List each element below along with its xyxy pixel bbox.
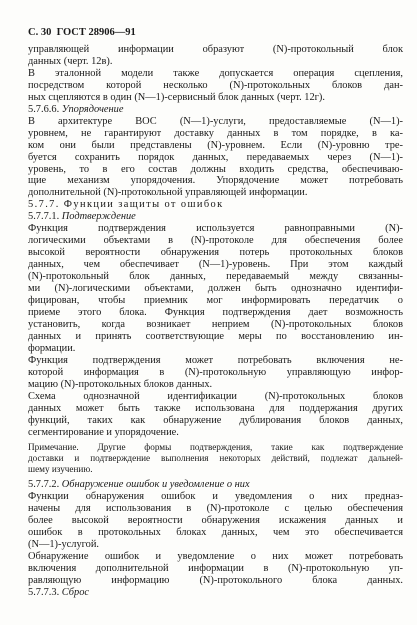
line-text: 5.7.7.1. [28,211,62,223]
text-line [28,283,403,295]
line-text: ных сцепляются в один (N—1)-сервисный блок данных (черт. 12г). [28,91,325,103]
text-line [28,92,403,104]
line-text: 5.7.7. Функции защиты от ошибок [28,199,224,211]
text-line [28,152,403,164]
text-line [28,367,403,379]
line-text: установить, когда возникает неприем (N)-протокольных блоков [28,318,403,330]
text-line [28,575,403,587]
text-line [28,587,403,599]
text-line [28,140,403,152]
text-line [28,307,403,319]
text-line [28,331,403,343]
text-line [28,415,403,427]
text-line [28,427,403,439]
text-line [28,515,403,527]
text-line [28,56,403,68]
text-line [28,479,403,491]
line-text: данных, чем обеспечивает (N—1)-уровень. При этом каждый [28,259,403,271]
line-text: мацию (N)-протокольных блоков данных. [28,378,213,390]
note-line [28,453,403,464]
text-line [28,527,403,539]
text-line [28,68,403,80]
line-text: ошибок в протокольных блоках данных, чем это обеспечивается [28,527,403,539]
line-text: Функция подтверждения может потребовать включения не- [28,354,403,366]
line-text: начены для использования в (N)-протоколе с целью обеспечения [28,503,403,515]
line-text: ком они были представлены (N)-уровнем. Если (N)-уровню тре- [28,139,403,151]
text-line [28,235,403,247]
text-line [28,343,403,355]
text-line [28,563,403,575]
line-text: ми (N)-логическими объектами, должен быть однозначно идентифи- [28,283,403,295]
line-text: Схема однозначной идентификации (N)-протокольных блоков [28,390,403,402]
line-text: Функция подтверждения используется равноправными (N)- [28,223,403,235]
line-text: приеме этого блока. Функция подтверждения дает возможность [28,306,403,318]
section-heading-italic: Обнаружение ошибок и уведомление о них [61,479,250,491]
line-text: В эталонной модели также допускается операция сцепления, [28,67,403,79]
line-text: включения дополнительной информации в (N)-протокольную уп- [28,563,403,575]
line-text: данных и принять соответствующие меры по восстановлению ин- [28,330,403,342]
line-text: (N)-протокольный блок данных, передаваемый между связанны- [28,271,403,283]
text-line [28,391,403,403]
section-heading-italic: Подтверждение [61,211,136,223]
document-body [28,44,403,599]
line-text: 5.7.7.3. [28,587,62,599]
standard-designation: ГОСТ 28906—91 [56,27,136,38]
text-line [28,355,403,367]
line-text: Обнаружение ошибок и уведомление о них может потребовать [28,551,403,563]
line-text: более высокой вероятности обнаружения искажения данных и [28,515,403,527]
text-line [28,187,403,199]
section-heading-italic: Сброс [61,587,90,599]
line-text: (N—1)-услугой. [28,539,100,551]
text-line [28,128,403,140]
note-line [28,442,403,453]
text-line [28,295,403,307]
section-heading-italic: Упорядочение [61,103,124,115]
line-text: уровнем, не гарантируют доставку данных в том порядке, в ка- [28,127,403,139]
text-line [28,104,403,116]
line-text: В архитектуре ВОС (N—1)-услуги, предоставляемые (N—1)- [28,115,403,127]
text-line [28,164,403,176]
line-text: которой информация в (N)-протокольную управляющую инфор- [28,366,403,378]
line-text: фицирован, чтобы приемник мог информировать передатчик о [28,295,403,307]
line-text: доставки и подтверждение выполнения некоторых действий, подлежат дальней- [28,453,403,464]
text-line [28,379,403,391]
text-line [28,319,403,331]
text-line [28,539,403,551]
page-header [28,27,136,38]
line-text: формации. [28,342,76,354]
text-line [28,503,403,515]
text-line [28,551,403,563]
line-text: 5.7.7.2. [28,479,62,491]
line-text: Функции обнаружения ошибок и уведомления о них предназ- [28,491,403,503]
line-text: высокой вероятности обнаружения потерь протокольных блоков [28,247,403,259]
text-line [28,247,403,259]
text-line [28,175,403,187]
text-line [28,80,403,92]
line-text: равляющую информацию (N)-протокольного блока данных. [28,575,403,587]
line-text: буется сохранить порядок данных, передаваемых через (N—1)- [28,151,403,163]
line-text: логическими объектами в (N)-протоколе для обеспечения более [28,235,403,247]
line-text: уровень, то в его состав должны входить средства, обеспечиваю- [28,163,403,175]
text-line [28,491,403,503]
line-text: посредством которой несколько (N)-протокольных блоков дан- [28,79,403,91]
text-line [28,259,403,271]
line-text: Примечание. Другие формы подтверждения, такие как подтверждение [28,442,403,453]
text-line [28,44,403,56]
line-text: данных (черт. 12в). [28,55,113,67]
line-text: данных может быть также использована для поддержания других [28,402,403,414]
text-line [28,116,403,128]
note-line [28,464,403,475]
line-text: шему изучению. [28,464,93,475]
line-text: дополнительной (N)-протокольной управляющей информации. [28,187,308,199]
text-line [28,211,403,223]
line-text: 5.7.6.6. [28,103,62,115]
line-text: управляющей информации образуют (N)-протокольный блок [28,44,403,55]
text-line [28,271,403,283]
page-number: С. 30 [28,27,52,38]
text-line [28,199,403,211]
line-text: функций, таких как обнаружение дублирования блоков данных, [28,414,403,426]
line-text: сегментирование и упорядочение. [28,426,179,438]
line-text: щие механизм упорядочения. Упорядочение может потребовать [28,175,403,187]
text-line [28,403,403,415]
text-line [28,223,403,235]
